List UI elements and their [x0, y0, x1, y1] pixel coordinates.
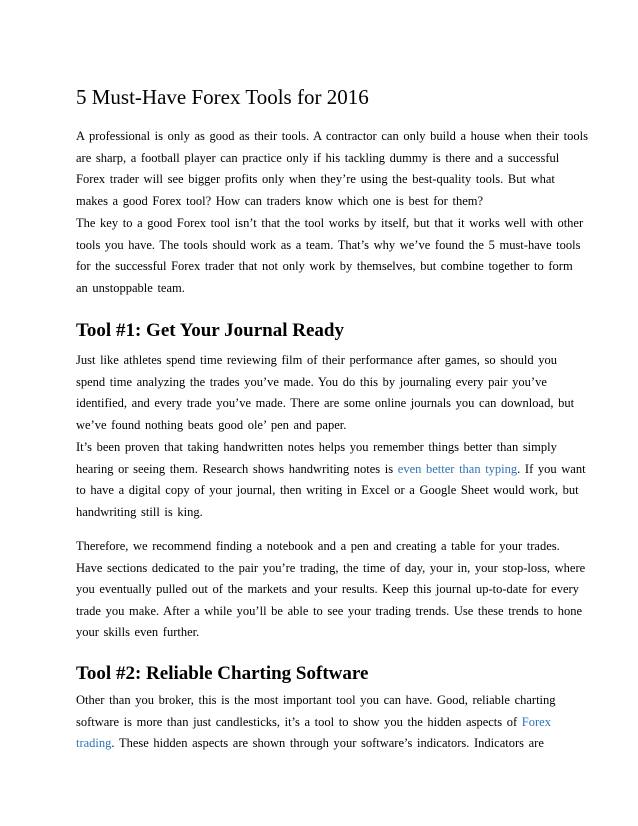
intro-paragraph-2	[76, 213, 584, 299]
text-line: Forex trader will see bigger profits only when they’re using the best-quality tools. But what	[76, 172, 555, 186]
text-segment: software is more than just candlesticks, it’s a tool to show you the hidden aspects of	[76, 714, 522, 729]
tool1-paragraph-3	[76, 536, 586, 644]
text-line: to have a digital copy of your journal, then writing in Excel or a Google Sheet would work, but	[76, 483, 579, 497]
link-even-better-than-typing[interactable]: even better than typing	[397, 461, 518, 476]
tool1-paragraph-2	[76, 437, 586, 523]
tool2-paragraph-1	[76, 690, 576, 755]
page-title: 5 Must-Have Forex Tools for 2016	[76, 85, 369, 109]
text-line: It’s been proven that taking handwritten notes helps you remember things better than simply	[76, 440, 557, 454]
text-line: spend time analyzing the trades you’ve made. You do this by journaling every pair you’ve	[76, 374, 547, 389]
link-forex-trading-continued[interactable]: trading	[76, 736, 112, 750]
text-line	[76, 712, 576, 734]
text-line: A professional is only as good as their tools. A contractor can only build a house when their tools	[76, 129, 588, 143]
text-line: for the successful Forex trader that not only work by themselves, but combine together to form	[76, 259, 573, 273]
text-line: your skills even further.	[76, 625, 200, 639]
text-line	[76, 733, 576, 755]
text-line: you eventually pulled out of the markets and your results. Keep this journal up-to-date for every	[76, 582, 579, 596]
text-line: we’ve found nothing beats good ole’ pen and paper.	[76, 417, 347, 432]
text-line: Have sections dedicated to the pair you’re trading, the time of day, your in, your stop-loss, where	[76, 560, 586, 575]
tool1-paragraph-1	[76, 350, 576, 436]
text-segment: . These hidden aspects are shown through your software’s indicators. Indicators are	[111, 736, 544, 750]
text-line: trade you make. After a while you’ll be able to see your trading trends. Use these trends to hone	[76, 603, 583, 618]
text-segment: hearing or seeing them. Research shows handwriting notes is	[76, 461, 398, 476]
text-line: Therefore, we recommend finding a notebook and a pen and creating a table for your trades.	[76, 539, 560, 553]
text-line: an unstoppable team.	[76, 280, 185, 295]
section-heading-tool-1: Tool #1: Get Your Journal Ready	[76, 320, 344, 341]
text-line: Other than you broker, this is the most important tool you can have. Good, reliable charting	[76, 693, 556, 707]
text-line: makes a good Forex tool? How can traders know which one is best for them?	[76, 193, 484, 208]
text-line: identified, and every trade you’ve made. There are some online journals you can download, but	[76, 396, 575, 410]
text-line	[76, 459, 586, 481]
text-line: tools you have. The tools should work as a team. That’s why we’ve found the 5 must-have tools	[76, 237, 581, 252]
text-segment: . If you want	[517, 461, 586, 476]
intro-paragraph-1	[76, 126, 588, 212]
text-line: The key to a good Forex tool isn’t that the tool works by itself, but that it works well with other	[76, 216, 584, 230]
text-line: are sharp, a football player can practice only if his tackling dummy is there and a successful	[76, 150, 560, 165]
section-heading-tool-2: Tool #2: Reliable Charting Software	[76, 663, 369, 684]
link-forex-trading[interactable]: Forex	[521, 714, 551, 729]
text-line: Just like athletes spend time reviewing film of their performance after games, so should you	[76, 353, 557, 367]
text-line: handwriting still is king.	[76, 504, 203, 519]
